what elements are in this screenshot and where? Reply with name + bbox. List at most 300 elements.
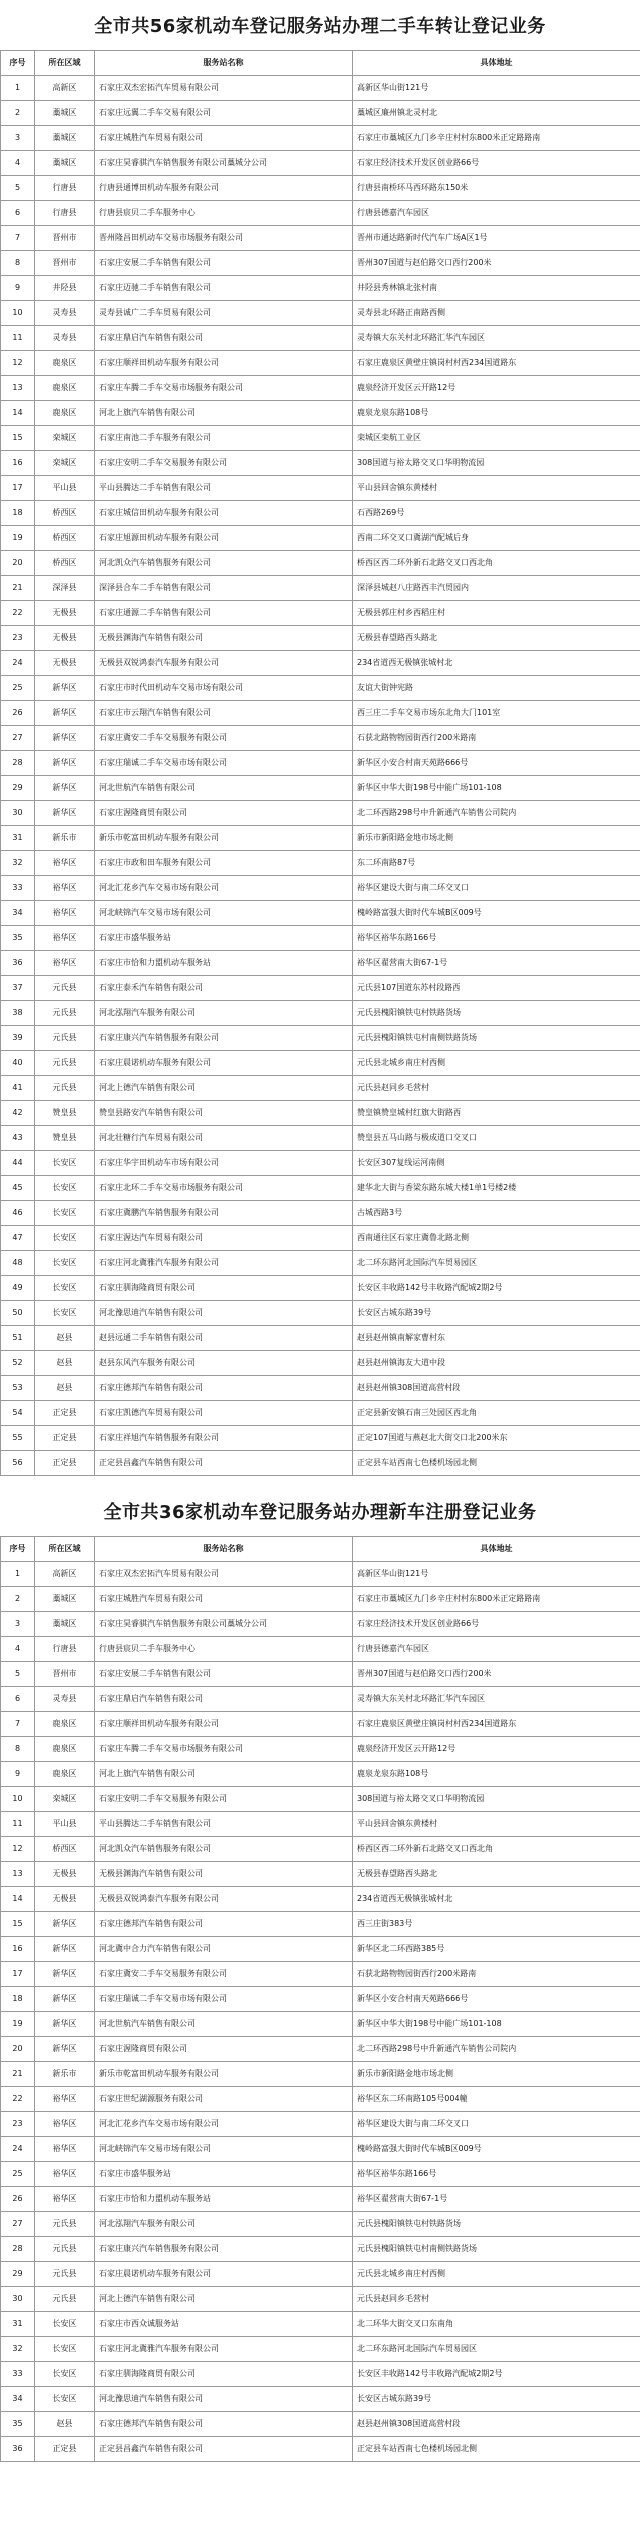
row-index: 46 bbox=[1, 1201, 35, 1226]
row-station-name: 石家庄世纪湖源服务有限公司 bbox=[95, 2087, 353, 2112]
row-district: 赞皇县 bbox=[35, 1126, 95, 1151]
table-row bbox=[1, 1587, 640, 1612]
row-district: 晋州市 bbox=[35, 1662, 95, 1687]
table-row bbox=[1, 676, 640, 701]
row-index: 31 bbox=[1, 826, 35, 851]
row-address: 石家庄经济技术开发区创业路66号 bbox=[353, 151, 640, 176]
header-station-name: 服务站名称 bbox=[95, 1537, 353, 1562]
row-index: 54 bbox=[1, 1401, 35, 1426]
row-district: 赵县 bbox=[35, 1326, 95, 1351]
row-index: 42 bbox=[1, 1101, 35, 1126]
row-station-name: 石家庄泰禾汽车销售有限公司 bbox=[95, 976, 353, 1001]
row-address: 赵县赵州镇南解家曹村东 bbox=[353, 1326, 640, 1351]
row-station-name: 石家庄市盛华服务站 bbox=[95, 926, 353, 951]
row-address: 新乐市新阳路金地市场北侧 bbox=[353, 2062, 640, 2087]
table-row bbox=[1, 1612, 640, 1637]
row-station-name: 石家庄鼎启汽车销售有限公司 bbox=[95, 326, 353, 351]
table-row bbox=[1, 526, 640, 551]
row-address: 308国道与裕太路交叉口华明物流园 bbox=[353, 451, 640, 476]
table-row bbox=[1, 2337, 640, 2362]
row-address: 正定县新安镇石南三处园区西北角 bbox=[353, 1401, 640, 1426]
row-address: 赞皇县五马山路与极成道口交叉口 bbox=[353, 1126, 640, 1151]
row-index: 5 bbox=[1, 1662, 35, 1687]
row-district: 晋州市 bbox=[35, 226, 95, 251]
row-station-name: 石家庄鼎启汽车销售有限公司 bbox=[95, 1687, 353, 1712]
row-district: 新华区 bbox=[35, 801, 95, 826]
table-row bbox=[1, 901, 640, 926]
row-district: 鹿泉区 bbox=[35, 1737, 95, 1762]
row-district: 新华区 bbox=[35, 1937, 95, 1962]
row-index: 8 bbox=[1, 1737, 35, 1762]
row-district: 藁城区 bbox=[35, 151, 95, 176]
row-address: 灵寿县北环路正南路西侧 bbox=[353, 301, 640, 326]
table-row bbox=[1, 926, 640, 951]
table-row bbox=[1, 376, 640, 401]
row-station-name: 石家庄河北冀雅汽车服务有限公司 bbox=[95, 1251, 353, 1276]
row-station-name: 石家庄德邦汽车销售有限公司 bbox=[95, 1376, 353, 1401]
table-row bbox=[1, 776, 640, 801]
row-index: 24 bbox=[1, 651, 35, 676]
row-district: 行唐县 bbox=[35, 176, 95, 201]
table-row bbox=[1, 1662, 640, 1687]
row-district: 元氏县 bbox=[35, 1076, 95, 1101]
row-index: 33 bbox=[1, 876, 35, 901]
table-row bbox=[1, 1251, 640, 1276]
table-row bbox=[1, 1787, 640, 1812]
row-district: 新华区 bbox=[35, 701, 95, 726]
row-index: 12 bbox=[1, 351, 35, 376]
row-station-name: 石家庄凯德汽车贸易有限公司 bbox=[95, 1401, 353, 1426]
table-row bbox=[1, 876, 640, 901]
row-station-name: 河北汇花乡汽车交易市场有限公司 bbox=[95, 2112, 353, 2137]
row-station-name: 河北上旗汽车销售有限公司 bbox=[95, 1762, 353, 1787]
table-row bbox=[1, 1687, 640, 1712]
row-district: 行唐县 bbox=[35, 1637, 95, 1662]
row-station-name: 石家庄安展二手车销售有限公司 bbox=[95, 1662, 353, 1687]
row-district: 无极县 bbox=[35, 1887, 95, 1912]
row-address: 行唐县德嘉汽车园区 bbox=[353, 201, 640, 226]
row-index: 10 bbox=[1, 1787, 35, 1812]
row-index: 3 bbox=[1, 126, 35, 151]
row-district: 元氏县 bbox=[35, 2262, 95, 2287]
row-address: 长安区丰收路142号丰收路汽配城2期2号 bbox=[353, 1276, 640, 1301]
row-station-name: 赵县远通二手车销售有限公司 bbox=[95, 1326, 353, 1351]
row-station-name: 新乐市乾富田机动车服务有限公司 bbox=[95, 2062, 353, 2087]
table-row bbox=[1, 1101, 640, 1126]
row-index: 7 bbox=[1, 226, 35, 251]
row-station-name: 灵寿县诚广二手车贸易有限公司 bbox=[95, 301, 353, 326]
row-address: 赵县赵州镇308国道高营村段 bbox=[353, 1376, 640, 1401]
row-station-name: 石家庄旭源田机动车服务有限公司 bbox=[95, 526, 353, 551]
row-district: 长安区 bbox=[35, 2312, 95, 2337]
table-row bbox=[1, 2287, 640, 2312]
row-address: 裕华区翟营南大街67-1号 bbox=[353, 2187, 640, 2212]
row-station-name: 晋州隆昌田机动车交易市场服务有限公司 bbox=[95, 226, 353, 251]
row-station-name: 石家庄市云翔汽车销售有限公司 bbox=[95, 701, 353, 726]
row-station-name: 无极县双锐鸿泰汽车服务有限公司 bbox=[95, 651, 353, 676]
table-row bbox=[1, 651, 640, 676]
table-row bbox=[1, 1026, 640, 1051]
row-station-name: 无极县双锐鸿泰汽车服务有限公司 bbox=[95, 1887, 353, 1912]
row-district: 元氏县 bbox=[35, 976, 95, 1001]
row-district: 鹿泉区 bbox=[35, 376, 95, 401]
row-station-name: 河北汇花乡汽车交易市场有限公司 bbox=[95, 876, 353, 901]
row-district: 高新区 bbox=[35, 1562, 95, 1587]
row-address: 裕华区裕华东路166号 bbox=[353, 926, 640, 951]
row-index: 35 bbox=[1, 2412, 35, 2437]
row-address: 元氏县107国道东苏村段路西 bbox=[353, 976, 640, 1001]
table-row bbox=[1, 201, 640, 226]
row-district: 长安区 bbox=[35, 2337, 95, 2362]
row-station-name: 正定县昌鑫汽车销售有限公司 bbox=[95, 1451, 353, 1476]
row-district: 栾城区 bbox=[35, 451, 95, 476]
row-station-name: 石家庄渥隆商贸有限公司 bbox=[95, 2037, 353, 2062]
row-station-name: 河北上旗汽车销售有限公司 bbox=[95, 401, 353, 426]
table-row bbox=[1, 2212, 640, 2237]
row-district: 裕华区 bbox=[35, 2137, 95, 2162]
row-district: 新华区 bbox=[35, 1912, 95, 1937]
row-station-name: 平山县腾达二手车销售有限公司 bbox=[95, 476, 353, 501]
table-row bbox=[1, 851, 640, 876]
row-district: 赵县 bbox=[35, 1376, 95, 1401]
row-address: 建华北大街与香梁东路东城大楼1单1号楼2楼 bbox=[353, 1176, 640, 1201]
row-address: 桥西区西二环外新石北路交叉口西北角 bbox=[353, 1837, 640, 1862]
row-station-name: 石家庄安明二手车交易服务有限公司 bbox=[95, 451, 353, 476]
row-index: 20 bbox=[1, 2037, 35, 2062]
row-index: 28 bbox=[1, 2237, 35, 2262]
table-row bbox=[1, 101, 640, 126]
row-index: 27 bbox=[1, 726, 35, 751]
table-row bbox=[1, 1051, 640, 1076]
row-index: 4 bbox=[1, 151, 35, 176]
row-station-name: 无极县渊海汽车销售有限公司 bbox=[95, 1862, 353, 1887]
row-index: 15 bbox=[1, 1912, 35, 1937]
row-index: 33 bbox=[1, 2362, 35, 2387]
row-district: 裕华区 bbox=[35, 926, 95, 951]
row-index: 11 bbox=[1, 326, 35, 351]
table-row bbox=[1, 1176, 640, 1201]
row-address: 元氏县赵同乡毛营村 bbox=[353, 1076, 640, 1101]
row-district: 桥西区 bbox=[35, 501, 95, 526]
row-index: 53 bbox=[1, 1376, 35, 1401]
row-station-name: 石家庄昊睿骐汽车销售服务有限公司藁城分公司 bbox=[95, 151, 353, 176]
table-row bbox=[1, 1712, 640, 1737]
table-row bbox=[1, 801, 640, 826]
table-row bbox=[1, 601, 640, 626]
row-index: 45 bbox=[1, 1176, 35, 1201]
row-district: 新华区 bbox=[35, 1962, 95, 1987]
row-index: 21 bbox=[1, 2062, 35, 2087]
row-index: 11 bbox=[1, 1812, 35, 1837]
row-address: 长安区古城东路39号 bbox=[353, 2387, 640, 2412]
row-district: 高新区 bbox=[35, 76, 95, 101]
row-index: 29 bbox=[1, 2262, 35, 2287]
row-index: 15 bbox=[1, 426, 35, 451]
table-row bbox=[1, 2062, 640, 2087]
row-station-name: 石家庄远翼二手车交易有限公司 bbox=[95, 101, 353, 126]
row-district: 藁城区 bbox=[35, 1612, 95, 1637]
row-index: 2 bbox=[1, 1587, 35, 1612]
table-row bbox=[1, 2087, 640, 2112]
row-district: 新华区 bbox=[35, 2037, 95, 2062]
row-address: 裕华区建设大街与南二环交叉口 bbox=[353, 876, 640, 901]
row-station-name: 河北凯众汽车销售服务有限公司 bbox=[95, 1837, 353, 1862]
row-address: 北二环西路298号中升新通汽车销售公司院内 bbox=[353, 2037, 640, 2062]
row-district: 新华区 bbox=[35, 726, 95, 751]
row-address: 裕华区建设大街与南二环交叉口 bbox=[353, 2112, 640, 2137]
row-index: 16 bbox=[1, 451, 35, 476]
row-address: 234省道西无极镇张城村北 bbox=[353, 1887, 640, 1912]
row-index: 14 bbox=[1, 401, 35, 426]
table-row bbox=[1, 551, 640, 576]
table-row bbox=[1, 2412, 640, 2437]
table-row bbox=[1, 1301, 640, 1326]
row-index: 9 bbox=[1, 276, 35, 301]
row-index: 31 bbox=[1, 2312, 35, 2337]
row-district: 元氏县 bbox=[35, 1051, 95, 1076]
row-district: 正定县 bbox=[35, 2437, 95, 2462]
row-index: 51 bbox=[1, 1326, 35, 1351]
row-district: 新华区 bbox=[35, 2012, 95, 2037]
table-row bbox=[1, 1226, 640, 1251]
row-address: 裕华区裕华东路166号 bbox=[353, 2162, 640, 2187]
row-station-name: 石家庄渥隆商贸有限公司 bbox=[95, 801, 353, 826]
table-row bbox=[1, 1812, 640, 1837]
row-district: 无极县 bbox=[35, 601, 95, 626]
row-station-name: 石家庄市时代田机动车交易市场有限公司 bbox=[95, 676, 353, 701]
row-district: 新乐市 bbox=[35, 2062, 95, 2087]
row-station-name: 石家庄安展二手车销售有限公司 bbox=[95, 251, 353, 276]
row-address: 赵县赵州镇海友大道中段 bbox=[353, 1351, 640, 1376]
row-address: 槐岭路富强大街时代车城B区009号 bbox=[353, 901, 640, 926]
row-district: 裕华区 bbox=[35, 2162, 95, 2187]
row-district: 栾城区 bbox=[35, 1787, 95, 1812]
row-station-name: 石家庄南池二手车服务有限公司 bbox=[95, 426, 353, 451]
row-district: 长安区 bbox=[35, 1226, 95, 1251]
row-station-name: 石家庄河北冀雅汽车服务有限公司 bbox=[95, 2337, 353, 2362]
row-address: 正定县车站西南七色楼机场园北侧 bbox=[353, 1451, 640, 1476]
table-row bbox=[1, 326, 640, 351]
row-index: 24 bbox=[1, 2137, 35, 2162]
row-station-name: 新乐市乾富田机动车服务有限公司 bbox=[95, 826, 353, 851]
table-row bbox=[1, 176, 640, 201]
row-address: 元氏县槐阳镇铁屯村南侧铁路货场 bbox=[353, 2237, 640, 2262]
row-address: 晋州307国道与赵伯路交口西行200米 bbox=[353, 1662, 640, 1687]
row-index: 25 bbox=[1, 676, 35, 701]
section2-title: 全市共36家机动车登记服务站办理新车注册登记业务 bbox=[103, 1502, 537, 1523]
row-station-name: 石家庄车腾二手车交易市场服务有限公司 bbox=[95, 1737, 353, 1762]
row-address: 北二环东路河北国际汽车贸易园区 bbox=[353, 2337, 640, 2362]
row-address: 鹿泉龙泉东路108号 bbox=[353, 401, 640, 426]
row-address: 新乐市新阳路金地市场北侧 bbox=[353, 826, 640, 851]
table-row bbox=[1, 1637, 640, 1662]
row-address: 东二环南路87号 bbox=[353, 851, 640, 876]
row-address: 石家庄经济技术开发区创业路66号 bbox=[353, 1612, 640, 1637]
row-address: 深泽县城赵八庄路西丰汽贸园内 bbox=[353, 576, 640, 601]
row-station-name: 深泽县合车二手车销售有限公司 bbox=[95, 576, 353, 601]
row-index: 22 bbox=[1, 601, 35, 626]
row-address: 无极县郭庄村乡西稻庄村 bbox=[353, 601, 640, 626]
row-district: 井陉县 bbox=[35, 276, 95, 301]
row-index: 36 bbox=[1, 2437, 35, 2462]
row-index: 26 bbox=[1, 701, 35, 726]
row-address: 裕华区翟营南大街67-1号 bbox=[353, 951, 640, 976]
row-index: 34 bbox=[1, 2387, 35, 2412]
row-address: 井陉县秀林镇北张村南 bbox=[353, 276, 640, 301]
table-row bbox=[1, 351, 640, 376]
table-row bbox=[1, 1937, 640, 1962]
table-row bbox=[1, 626, 640, 651]
row-address: 西南通往区石家庄冀鲁北路北侧 bbox=[353, 1226, 640, 1251]
table-row bbox=[1, 1276, 640, 1301]
row-station-name: 河北泓翔汽车服务有限公司 bbox=[95, 2212, 353, 2237]
table-row bbox=[1, 2362, 640, 2387]
row-address: 晋州307国道与赵伯路交口西行200米 bbox=[353, 251, 640, 276]
row-address: 西三庄二手车交易市场东北角大门101室 bbox=[353, 701, 640, 726]
row-district: 桥西区 bbox=[35, 526, 95, 551]
table-row bbox=[1, 1001, 640, 1026]
header-index: 序号 bbox=[1, 1537, 35, 1562]
row-district: 桥西区 bbox=[35, 1837, 95, 1862]
row-district: 平山县 bbox=[35, 476, 95, 501]
row-station-name: 石家庄城胜汽车贸易有限公司 bbox=[95, 126, 353, 151]
row-address: 栾城区栾航工业区 bbox=[353, 426, 640, 451]
row-station-name: 河北壮糖行汽车贸易有限公司 bbox=[95, 1126, 353, 1151]
row-address: 元氏县赵同乡毛营村 bbox=[353, 2287, 640, 2312]
table-row bbox=[1, 151, 640, 176]
row-index: 52 bbox=[1, 1351, 35, 1376]
table-row bbox=[1, 1912, 640, 1937]
row-station-name: 赵县东风汽车服务有限公司 bbox=[95, 1351, 353, 1376]
header-index: 序号 bbox=[1, 51, 35, 76]
row-address: 长安区丰收路142号丰收路汽配城2期2号 bbox=[353, 2362, 640, 2387]
table-row bbox=[1, 826, 640, 851]
row-index: 34 bbox=[1, 901, 35, 926]
table-row bbox=[1, 701, 640, 726]
row-district: 无极县 bbox=[35, 626, 95, 651]
row-station-name: 石家庄迈驰二手车销售有限公司 bbox=[95, 276, 353, 301]
row-address: 桥西区西二环外新石北路交叉口西北角 bbox=[353, 551, 640, 576]
row-address: 鹿泉经济开发区云开路12号 bbox=[353, 1737, 640, 1762]
row-index: 7 bbox=[1, 1712, 35, 1737]
row-address: 古城西路3号 bbox=[353, 1201, 640, 1226]
row-station-name: 石家庄驯海隆商贸有限公司 bbox=[95, 1276, 353, 1301]
row-station-name: 河北上德汽车销售有限公司 bbox=[95, 1076, 353, 1101]
row-index: 27 bbox=[1, 2212, 35, 2237]
row-address: 308国道与裕太路交叉口华明物流园 bbox=[353, 1787, 640, 1812]
row-station-name: 石家庄瑞诚二手车交易市场有限公司 bbox=[95, 1987, 353, 2012]
header-address: 具体地址 bbox=[353, 51, 640, 76]
row-district: 灵寿县 bbox=[35, 301, 95, 326]
row-district: 鹿泉区 bbox=[35, 401, 95, 426]
row-station-name: 石家庄顺祥田机动车服务有限公司 bbox=[95, 351, 353, 376]
row-station-name: 行唐县宸贝二手车服务中心 bbox=[95, 201, 353, 226]
row-address: 鹿泉龙泉东路108号 bbox=[353, 1762, 640, 1787]
row-district: 裕华区 bbox=[35, 876, 95, 901]
row-district: 正定县 bbox=[35, 1426, 95, 1451]
table-row bbox=[1, 1351, 640, 1376]
row-district: 长安区 bbox=[35, 1151, 95, 1176]
row-address: 行唐县南桥环马西环路东150米 bbox=[353, 176, 640, 201]
section1-title: 全市共56家机动车登记服务站办理二手车转让登记业务 bbox=[94, 16, 546, 37]
row-station-name: 石家庄德邦汽车销售有限公司 bbox=[95, 1912, 353, 1937]
row-index: 8 bbox=[1, 251, 35, 276]
row-address: 高新区华山街121号 bbox=[353, 1562, 640, 1587]
table-row bbox=[1, 951, 640, 976]
row-address: 新华区中华大街198号中能广场101-108 bbox=[353, 776, 640, 801]
row-station-name: 河北上德汽车销售有限公司 bbox=[95, 2287, 353, 2312]
row-district: 裕华区 bbox=[35, 901, 95, 926]
row-address: 石家庄市藁城区九门乡辛庄村村东800米正定路路南 bbox=[353, 126, 640, 151]
row-address: 裕华区东二环南路105号004幢 bbox=[353, 2087, 640, 2112]
row-station-name: 河北峡锦汽车交易市场有限公司 bbox=[95, 901, 353, 926]
row-station-name: 石家庄市恰和力盟机动车服务站 bbox=[95, 951, 353, 976]
row-address: 西南二环交叉口冀湖汽配城后身 bbox=[353, 526, 640, 551]
table-row bbox=[1, 1962, 640, 1987]
table-row bbox=[1, 2312, 640, 2337]
table-row bbox=[1, 1862, 640, 1887]
row-district: 平山县 bbox=[35, 1812, 95, 1837]
row-station-name: 石家庄晨诺机动车服务有限公司 bbox=[95, 2262, 353, 2287]
table-row bbox=[1, 1201, 640, 1226]
row-station-name: 河北泓翔汽车服务有限公司 bbox=[95, 1001, 353, 1026]
row-address: 平山县回舍镇东黄楼村 bbox=[353, 476, 640, 501]
row-index: 37 bbox=[1, 976, 35, 1001]
row-station-name: 石家庄城信田机动车服务有限公司 bbox=[95, 501, 353, 526]
row-address: 行唐县德嘉汽车园区 bbox=[353, 1637, 640, 1662]
table-row bbox=[1, 1837, 640, 1862]
row-address: 元氏县北城乡南庄村西侧 bbox=[353, 1051, 640, 1076]
row-index: 41 bbox=[1, 1076, 35, 1101]
row-index: 32 bbox=[1, 2337, 35, 2362]
table-row bbox=[1, 1737, 640, 1762]
row-index: 6 bbox=[1, 1687, 35, 1712]
row-index: 19 bbox=[1, 2012, 35, 2037]
row-station-name: 石家庄市政和田车服务有限公司 bbox=[95, 851, 353, 876]
row-address: 元氏县槐阳镇铁屯村南侧铁路货场 bbox=[353, 1026, 640, 1051]
table-row bbox=[1, 1451, 640, 1476]
row-station-name: 石家庄祥旭汽车销售服务有限公司 bbox=[95, 1426, 353, 1451]
row-index: 30 bbox=[1, 801, 35, 826]
row-station-name: 河北豫思迪汽车销售有限公司 bbox=[95, 1301, 353, 1326]
row-address: 赞皇镇赞皇城村红旗大街路西 bbox=[353, 1101, 640, 1126]
row-district: 灵寿县 bbox=[35, 1687, 95, 1712]
row-district: 桥西区 bbox=[35, 551, 95, 576]
table-row bbox=[1, 2012, 640, 2037]
row-address: 正定107国道与燕赵北大街交口北200米东 bbox=[353, 1426, 640, 1451]
row-index: 23 bbox=[1, 626, 35, 651]
table-row bbox=[1, 2112, 640, 2137]
row-station-name: 河北冀中合力汽车销售有限公司 bbox=[95, 1937, 353, 1962]
table-row bbox=[1, 1376, 640, 1401]
row-district: 鹿泉区 bbox=[35, 351, 95, 376]
row-index: 6 bbox=[1, 201, 35, 226]
section1-body bbox=[1, 76, 640, 1476]
row-index: 48 bbox=[1, 1251, 35, 1276]
row-index: 5 bbox=[1, 176, 35, 201]
row-address: 晋州市通达路新时代汽车广场A区1号 bbox=[353, 226, 640, 251]
row-district: 元氏县 bbox=[35, 1001, 95, 1026]
row-index: 13 bbox=[1, 376, 35, 401]
row-index: 56 bbox=[1, 1451, 35, 1476]
row-district: 新华区 bbox=[35, 751, 95, 776]
row-index: 35 bbox=[1, 926, 35, 951]
row-index: 16 bbox=[1, 1937, 35, 1962]
row-station-name: 河北豫思迪汽车销售有限公司 bbox=[95, 2387, 353, 2412]
row-index: 3 bbox=[1, 1612, 35, 1637]
row-district: 裕华区 bbox=[35, 851, 95, 876]
row-index: 29 bbox=[1, 776, 35, 801]
